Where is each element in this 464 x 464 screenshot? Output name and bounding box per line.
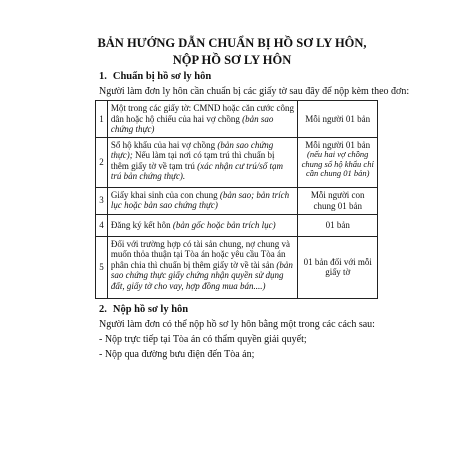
document-title-line-2: NỘP HỒ SƠ LY HÔN xyxy=(172,53,292,67)
section-2-intro: Người làm đơn có thể nộp hồ sơ ly hôn bằng một trong các cách sau: xyxy=(99,319,375,330)
row-description xyxy=(107,214,298,236)
row-index: 5 xyxy=(96,236,108,298)
row-description xyxy=(107,137,298,187)
row-description xyxy=(107,236,298,298)
row-quantity xyxy=(298,137,378,187)
quantity-text: 01 bản đối với mỗi giấy tờ xyxy=(303,256,372,277)
table-row xyxy=(96,137,378,187)
row-description xyxy=(107,101,298,138)
table-row xyxy=(96,187,378,214)
row-index: 4 xyxy=(96,214,108,236)
row-text: Đăng ký kết hôn xyxy=(110,219,171,230)
row-index: 3 xyxy=(96,187,108,214)
row-description xyxy=(107,187,298,214)
section-1-heading xyxy=(99,70,211,83)
table-row xyxy=(96,236,378,298)
row-quantity xyxy=(298,101,378,138)
row-italic: (bản sao chứng thực); xyxy=(110,139,274,160)
row-quantity xyxy=(298,214,378,236)
row-italic: (bản sao chứng thực giấy chứng nhận quyền sử dụng đất, giấy tờ cho vay, hợp đồng mua bán....) xyxy=(110,259,293,291)
quantity-text: Mỗi người con chung 01 bản xyxy=(310,190,365,211)
section-2-number: 2. xyxy=(99,304,107,315)
document-title-line-1: BẢN HƯỚNG DẪN CHUẨN BỊ HỒ SƠ LY HÔN, xyxy=(97,36,367,50)
row-text: Giấy khai sinh của con chung xyxy=(110,189,218,200)
section-2-title: Nộp hồ sơ ly hôn xyxy=(112,304,189,315)
row-text: Đối với trường hợp có tài sản chung, nợ chung và muốn thỏa thuận tại Tòa án hoặc yêu cầu Tòa án phân chia thì chuẩn bị thêm giấy tờ về tài sản xyxy=(110,238,291,270)
quantity-text: Mỗi người 01 bản xyxy=(305,113,371,124)
section-1-number: 1. xyxy=(99,71,107,82)
row-quantity xyxy=(298,236,378,298)
list-item: - Nộp trực tiếp tại Tòa án có thẩm quyền giải quyết; xyxy=(99,334,307,345)
row-text: Một trong các giấy tờ: CMND hoặc căn cước công dân hoặc hộ chiếu của hai vợ chồng xyxy=(110,103,294,124)
table-row xyxy=(96,101,378,138)
row-italic: (bản sao; bản trích lục hoặc bản sao chứng thực) xyxy=(110,189,290,210)
list-item: - Nộp qua đường bưu điện đến Tòa án; xyxy=(99,349,255,360)
row-index: 1 xyxy=(96,101,108,138)
table-row xyxy=(96,214,378,236)
quantity-text: 01 bản xyxy=(325,219,350,230)
row-index: 2 xyxy=(96,137,108,187)
quantity-text: Mỗi người 01 bản xyxy=(305,139,371,150)
row-quantity xyxy=(298,187,378,214)
row-italic: (bản gốc hoặc bản trích lục) xyxy=(172,219,276,230)
quantity-note: (nếu hai vợ chồng chung sổ hộ khẩu chỉ cần chung 01 bản) xyxy=(301,149,374,178)
documents-table xyxy=(95,100,378,299)
section-1-intro: Người làm đơn ly hôn cần chuẩn bị các giấy tờ sau đây để nộp kèm theo đơn: xyxy=(99,86,410,97)
row-text: Sổ hộ khẩu của hai vợ chồng xyxy=(110,139,216,150)
row-text-2: Nếu làm tại nơi có tạm trú thì chuẩn bị thêm giấy tờ về tạm trú xyxy=(110,150,275,171)
row-italic-2: (xác nhận cư trú/sổ tạm trú bản chứng thực). xyxy=(110,160,284,181)
row-italic: (bản sao chứng thực) xyxy=(110,113,274,134)
section-1-title: Chuẩn bị hồ sơ ly hôn xyxy=(112,71,212,82)
section-2-heading xyxy=(99,303,188,316)
